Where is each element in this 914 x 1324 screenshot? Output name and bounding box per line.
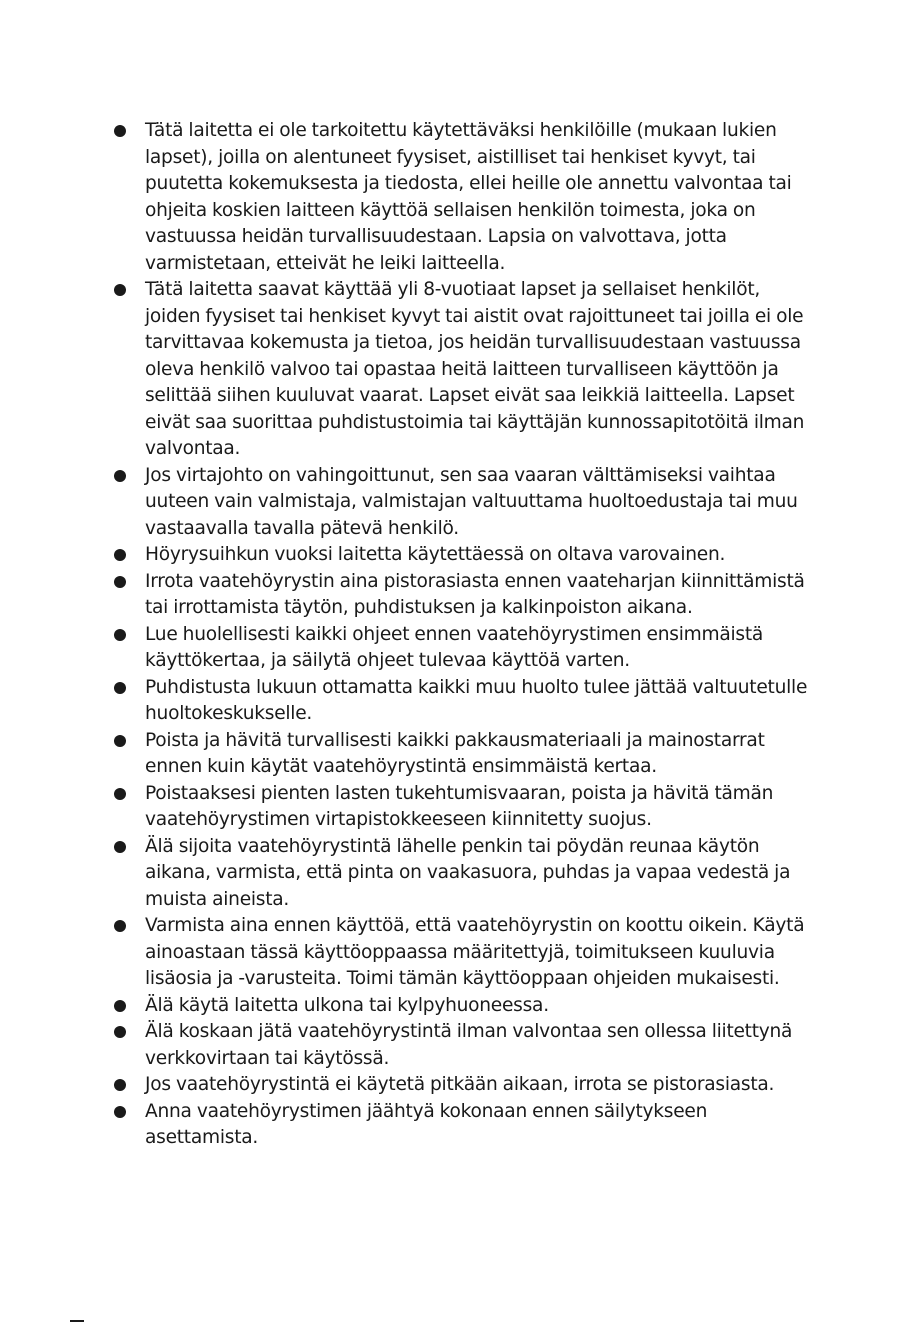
list-item-text: Varmista aina ennen käyttöä, että vaatehöyrystin on koottu oikein. Käytä ainoastaan tässä käyttöoppaassa määritettyjä, toimitukseen kuuluvia lisäosia ja -varusteita. Toimi tämän käyttöoppaan ohjeiden mukaisesti. (145, 915, 805, 989)
list-item-text: Älä koskaan jätä vaatehöyrystintä ilman valvontaa sen ollessa liitettynä verkkovirtaan tai käytössä. (145, 1021, 793, 1069)
list-item-text: Irrota vaatehöyrystin aina pistorasiasta ennen vaateharjan kiinnittämistä tai irrottamista täytön, puhdistuksen ja kalkinpoiston aikana. (145, 570, 805, 618)
safety-instructions-list (112, 118, 812, 1152)
bullet-icon (114, 1000, 126, 1012)
list-item (112, 463, 812, 543)
list-item (112, 1099, 812, 1152)
list-item (112, 728, 812, 781)
bullet-icon (114, 788, 126, 800)
bullet-icon (114, 125, 126, 137)
list-item-text: Jos vaatehöyrystintä ei käytetä pitkään aikaan, irrota se pistorasiasta. (145, 1074, 775, 1095)
bullet-icon (114, 470, 126, 482)
bullet-icon (114, 576, 126, 588)
list-item-text: Tätä laitetta ei ole tarkoitettu käytettäväksi henkilöille (mukaan lukien lapset), joilla on alentuneet fyysiset, aistilliset tai henkiset kyvyt, tai puutetta kokemuksesta ja tiedosta, ellei heille ole annettu valvontaa tai ohjeita koskien laitteen käyttöä sellaisen henkilön toimesta, joka on vastuussa heidän turvallisuudestaan. Lapsia on valvottava, jotta varmistetaan, etteivät he leiki laitteella. (145, 120, 792, 274)
list-item (112, 277, 812, 463)
list-item (112, 913, 812, 993)
bullet-icon (114, 629, 126, 641)
bullet-icon (114, 682, 126, 694)
list-item-text: Poista ja hävitä turvallisesti kaikki pakkausmateriaali ja mainostarrat ennen kuin käytät vaatehöyrystintä ensimmäistä kertaa. (145, 729, 765, 777)
list-item-text: Poistaaksesi pienten lasten tukehtumisvaaran, poista ja hävitä tämän vaatehöyrystimen virtapistokkeeseen kiinnitetty suojus. (145, 782, 774, 830)
bullet-icon (114, 1026, 126, 1038)
list-item-text: Anna vaatehöyrystimen jäähtyä kokonaan ennen säilytykseen asettamista. (145, 1100, 708, 1148)
list-item (112, 622, 812, 675)
list-item (112, 569, 812, 622)
bullet-icon (114, 284, 126, 296)
list-item-text: Älä sijoita vaatehöyrystintä lähelle penkin tai pöydän reunaa käytön aikana, varmista, että pinta on vaakasuora, puhdas ja vapaa vedestä ja muista aineista. (145, 835, 791, 910)
list-item (112, 1019, 812, 1072)
bullet-icon (114, 920, 126, 932)
list-item (112, 675, 812, 728)
bullet-icon (114, 549, 126, 561)
bullet-icon (114, 735, 126, 747)
list-item (112, 781, 812, 834)
list-item-text: Jos virtajohto on vahingoittunut, sen saa vaaran välttämiseksi vaihtaa uuteen vain valmistaja, valmistajan valtuuttama huoltoedustaja tai muu vastaavalla tavalla pätevä henkilö. (145, 464, 798, 539)
bullet-icon (114, 841, 126, 853)
footer-rule (70, 1320, 84, 1322)
list-item (112, 118, 812, 277)
list-item-text: Tätä laitetta saavat käyttää yli 8-vuotiaat lapset ja sellaiset henkilöt, joiden fyysiset tai henkiset kyvyt tai aistit ovat rajoittuneet tai joilla ei ole tarvittavaa kokemusta ja tietoa, jos heidän turvallisuudestaan vastuussa oleva henkilö valvoo tai opastaa heitä laitteen turvalliseen käyttöön ja selittää siihen kuuluvat vaarat. Lapset eivät saa leikkiä laitteella. Lapset eivät saa suorittaa puhdistustoimia tai käyttäjän kunnossapitotöitä ilman valvontaa. (145, 279, 805, 459)
list-item (112, 834, 812, 914)
bullet-icon (114, 1079, 126, 1091)
list-item-text: Höyrysuihkun vuoksi laitetta käytettäessä on oltava varovainen. (145, 544, 726, 565)
list-item-text: Puhdistusta lukuun ottamatta kaikki muu huolto tulee jättää valtuutetulle huoltokeskukselle. (145, 676, 808, 724)
bullet-icon (114, 1106, 126, 1118)
list-item (112, 993, 812, 1020)
list-item-text: Älä käytä laitetta ulkona tai kylpyhuoneessa. (145, 994, 549, 1016)
list-item-text: Lue huolellisesti kaikki ohjeet ennen vaatehöyrystimen ensimmäistä käyttökertaa, ja säilytä ohjeet tulevaa käyttöä varten. (145, 623, 764, 671)
list-item (112, 1072, 812, 1099)
list-item (112, 542, 812, 569)
